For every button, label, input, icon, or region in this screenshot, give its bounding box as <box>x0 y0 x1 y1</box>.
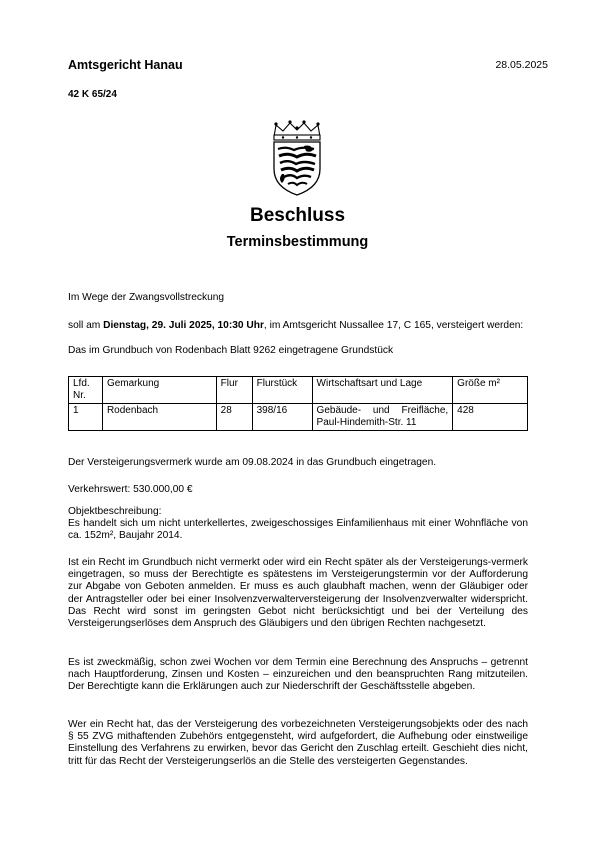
case-number: 42 K 65/24 <box>68 89 117 100</box>
cell-lfd: 1 <box>69 404 103 431</box>
crown-icon <box>274 120 320 140</box>
col-header-flurstueck: Flurstück <box>252 377 312 404</box>
col-header-flur: Flur <box>216 377 252 404</box>
hessen-coat-of-arms-icon <box>266 119 328 197</box>
cell-wirtschaftsart: Gebäude- und Freifläche, Paul-Hindemith-Str. 11 <box>312 404 453 431</box>
document-title: Beschluss <box>249 205 346 226</box>
shield-icon <box>274 142 320 195</box>
schedule-suffix: , im Amtsgericht Nussallee 17, C 165, versteigert werden: <box>263 320 524 331</box>
object-text: Das im Grundbuch von Rodenbach Blatt 9262 eingetragene Grundstück <box>68 345 394 356</box>
document-date: 28.05.2025 <box>495 59 548 71</box>
cell-flurstueck: 398/16 <box>252 404 312 431</box>
col-header-groesse: Größe m² <box>453 377 528 404</box>
auction-datetime: Dienstag, 29. Juli 2025, 10:30 Uhr <box>103 320 264 331</box>
legal-paragraph-3: Wer ein Recht hat, das der Versteigerung des vorbezeichneten Versteigerungsobjekts oder des nach § 55 ZVG mithaftenden Zubehörs entgegensteht, wird aufgefordert, die Aufhebung oder einstweilige Einstellung des Verfahrens zu erwirken, bevor das Gericht den Zuschlag erteilt. Geschieht dies nicht, tritt für das Recht der Versteigerungserlös an die Stelle des versteigerten Gegenstandes. <box>68 719 528 767</box>
objektbeschreibung <box>68 506 528 543</box>
property-table <box>68 376 528 431</box>
legal-paragraph-2: Es ist zweckmäßig, schon zwei Wochen vor dem Termin eine Berechnung des Anspruchs – getrennt nach Hauptforderung, Zinsen und Kosten – einzureichen und den beanspruchten Rang mitzuteilen. Der Berechtigte kann die Erklärungen auch zur Niederschrift der Geschäftsstelle abgeben. <box>68 657 528 693</box>
vermerk-text: Der Versteigerungsvermerk wurde am 09.08.2024 in das Grundbuch eingetragen. <box>68 457 437 468</box>
col-header-lfd: Lfd. Nr. <box>69 377 103 404</box>
objekt-text: Es handelt sich um nicht unterkellertes, zweigeschossiges Einfamilienhaus mit einer Wohnfläche von ca. 152m², Baujahr 2014. <box>68 518 528 542</box>
cell-flur: 28 <box>216 404 252 431</box>
cell-groesse: 428 <box>453 404 528 431</box>
cell-gemarkung: Rodenbach <box>102 404 216 431</box>
court-name: Amtsgericht Hanau <box>68 58 183 72</box>
col-header-wirtschaftsart: Wirtschaftsart und Lage <box>312 377 453 404</box>
document-subtitle: Terminsbestimmung <box>226 234 369 250</box>
intro-text: Im Wege der Zwangsvollstreckung <box>68 292 225 303</box>
table-header-row <box>69 377 528 404</box>
legal-paragraph-1: Ist ein Recht im Grundbuch nicht vermerkt oder wird ein Recht später als der Versteigerungs-vermerk eingetragen, so muss der Berechtigte es spätestens im Versteigerungstermin vor der Aufforderung zur Abgabe von Geboten anmelden. Er muss es auch glaubhaft machen, wenn der Gläubiger oder der Antragsteller oder bei einer Insolvenzverwalterversteigerung der Insolvenzverwalter widerspricht. Das Recht wird sonst im geringsten Gebot nicht berücksichtigt und bei der Verteilung des Versteigerungserlöses dem Anspruch des Gläubigers und den übrigen Rechten nachgesetzt. <box>68 557 528 630</box>
col-header-gemarkung: Gemarkung <box>102 377 216 404</box>
table-row <box>69 404 528 431</box>
verkehrswert-text: Verkehrswert: 530.000,00 € <box>68 484 193 495</box>
objekt-label: Objektbeschreibung: <box>68 506 162 517</box>
schedule-paragraph <box>68 320 528 332</box>
schedule-prefix: soll am <box>68 320 104 331</box>
